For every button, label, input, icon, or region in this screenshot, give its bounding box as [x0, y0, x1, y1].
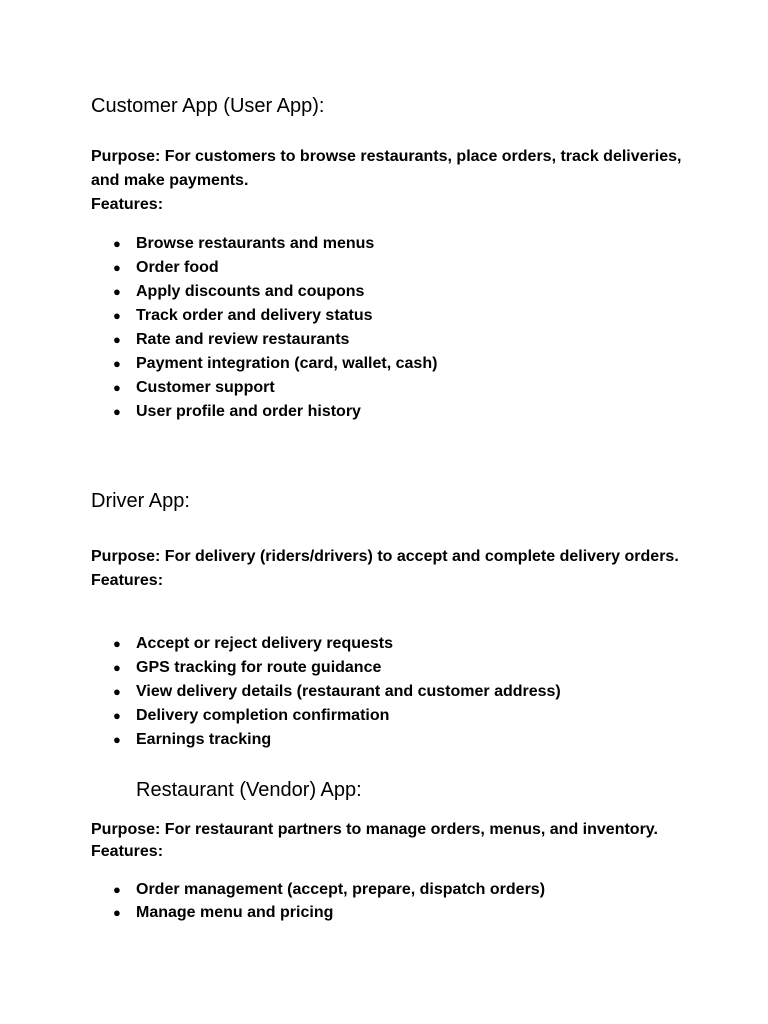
bullet-icon: ●: [113, 260, 121, 275]
list-item: ● User profile and order history: [91, 400, 437, 424]
bullet-icon: ●: [113, 284, 121, 299]
bullet-icon: ●: [113, 660, 121, 675]
list-item: ● Track order and delivery status: [91, 304, 437, 328]
section-title-customer-app: Customer App (User App):: [91, 95, 325, 117]
list-item: ● Rate and review restaurants: [91, 328, 437, 352]
bullet-icon: ●: [113, 236, 121, 251]
purpose-text: Purpose: For delivery (riders/drivers) to accept and complete delivery orders.: [91, 548, 679, 565]
section-purpose-customer-app: [91, 145, 691, 217]
section-title-driver-app: Driver App:: [91, 490, 190, 512]
bullet-icon: ●: [113, 308, 121, 323]
bullet-icon: ●: [113, 380, 121, 395]
bullet-icon: ●: [113, 882, 121, 897]
bullet-icon: ●: [113, 636, 121, 651]
section-title-restaurant-app: Restaurant (Vendor) App:: [136, 779, 362, 801]
list-item: ● Order food: [91, 256, 437, 280]
list-item: ● Browse restaurants and menus: [91, 232, 437, 256]
list-item: ● Delivery completion confirmation: [91, 704, 561, 728]
bullet-icon: ●: [113, 684, 121, 699]
bullet-icon: ●: [113, 404, 121, 419]
feature-list-customer-app: [91, 232, 437, 424]
features-label: Features:: [91, 572, 164, 589]
features-label: Features:: [91, 196, 164, 213]
feature-list-restaurant-app: [91, 878, 545, 924]
purpose-text: Purpose: For restaurant partners to manage orders, menus, and inventory.: [91, 821, 658, 838]
feature-list-driver-app: [91, 632, 561, 752]
bullet-icon: ●: [113, 332, 121, 347]
purpose-text: Purpose: For customers to browse restaurants, place orders, track deliveries, and make payments.: [91, 148, 682, 189]
section-purpose-driver-app: [91, 545, 691, 593]
bullet-icon: ●: [113, 732, 121, 747]
bullet-icon: ●: [113, 905, 121, 920]
list-item: ● View delivery details (restaurant and customer address): [91, 680, 561, 704]
list-item: ● Earnings tracking: [91, 728, 561, 752]
list-item: ● Payment integration (card, wallet, cash): [91, 352, 437, 376]
bullet-icon: ●: [113, 356, 121, 371]
list-item: ● Apply discounts and coupons: [91, 280, 437, 304]
list-item: ● Customer support: [91, 376, 437, 400]
section-purpose-restaurant-app: [91, 819, 691, 863]
bullet-icon: ●: [113, 708, 121, 723]
list-item: ● Manage menu and pricing: [91, 901, 545, 924]
list-item: ● Accept or reject delivery requests: [91, 632, 561, 656]
list-item: ● GPS tracking for route guidance: [91, 656, 561, 680]
features-label: Features:: [91, 843, 164, 860]
list-item: ● Order management (accept, prepare, dispatch orders): [91, 878, 545, 901]
